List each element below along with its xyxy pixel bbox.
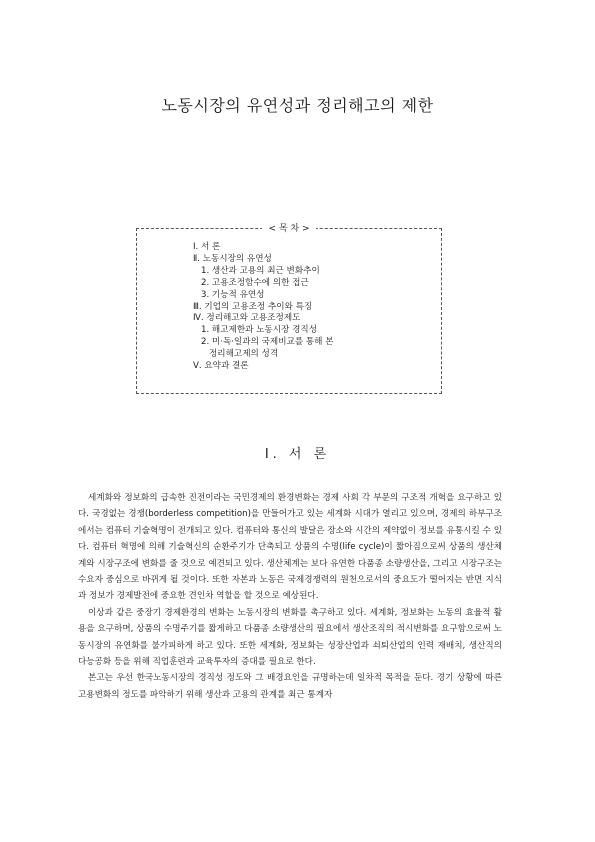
toc-item: Ⅱ. 노동시장의 유연성 (193, 253, 272, 264)
toc-item: Ⅳ. 정리해고와 고용조정제도 (193, 313, 301, 324)
toc-item: Ⅰ. 서 론 (193, 242, 221, 252)
toc-item: Ⅴ. 요약과 결론 (193, 361, 249, 372)
table-of-contents (136, 224, 442, 394)
body-paragraph: 세계화와 정보화의 급속한 진전이라는 국민경제의 환경변화는 경제 사회 각 부문의 구조적 개혁을 요구하고 있다. 국경없는 경쟁(borderless competition)을 만들어가고 있는 세계화 시대가 열리고 있으며, 경제의 하부구조에서는 컴퓨터 기술혁명이 전개되고 있다. 컴퓨터와 통신의 발달은 장소와 시간의 제약없이 정보를 유통시킬 수 있다. 컴퓨터 혁명에 의해 기술혁신의 순환주기가 단축되고 상품의 수명(life cycle)이 짧아짐으로써 상품의 생산체계와 시장구조에 변화를 줄 것으로 예견되고 있다. 생산체계는 보다 유연한 다품종 소량생산을, 그리고 시장구조는 수요자 중심으로 바뀌게 될 것이다. 또한 자본과 노동은 국제경쟁력의 원천으로서의 중요도가 떨어지는 반면 지식과 정보가 경제발전에 중요한 견인차 역할을 할 것으로 예상된다. (78, 493, 502, 602)
toc-list (193, 242, 334, 373)
body-paragraph: 이상과 같은 중장기 경제환경의 변화는 노동시장의 변화를 촉구하고 있다. 세계화, 정보화는 노동의 효율적 활용을 요구하며, 상품의 수명주기를 짧게하고 다품종 소량생산의 필요에서 생산조직의 적시변화를 요구함으로써 노동시장의 유연화를 불가피하게 하고 있다. 또한 세계화, 정보화는 성장산업과 쇠퇴산업의 인력 재배치, 생산직의 다능공화 등을 위해 직업훈련과 교육투자의 증대를 필요로 한다. (78, 607, 502, 668)
body-paragraph: 본고는 우선 한국노동시장의 경직성 정도와 그 배경요인을 규명하는데 일차적 목적을 둔다. 경기 상황에 따른 고용변화의 정도를 파악하기 위해 생산과 고용의 관계를 최근 통계자 (78, 673, 502, 700)
page-title: 노동시장의 유연성과 정리해고의 제한 (161, 96, 434, 115)
body-text (78, 490, 502, 703)
toc-item: 1. 생산과 고용의 최근 변화추이 (201, 265, 320, 276)
toc-item: 2. 미·독·일과의 국제비교를 통해 본 (201, 337, 334, 348)
toc-item: Ⅲ. 기업의 고용조정 추이와 특징 (193, 301, 313, 312)
toc-heading: < 목 차 > (137, 221, 441, 234)
toc-item: 3. 기능적 유연성 (201, 289, 265, 300)
toc-item: 1. 해고제한과 노동시장 경직성 (201, 325, 318, 336)
section-heading: Ⅰ. 서 론 (264, 447, 331, 462)
toc-item: 2. 고용조정함수에 의한 접근 (201, 277, 309, 288)
toc-item: 정리해고제의 성격 (209, 349, 279, 360)
